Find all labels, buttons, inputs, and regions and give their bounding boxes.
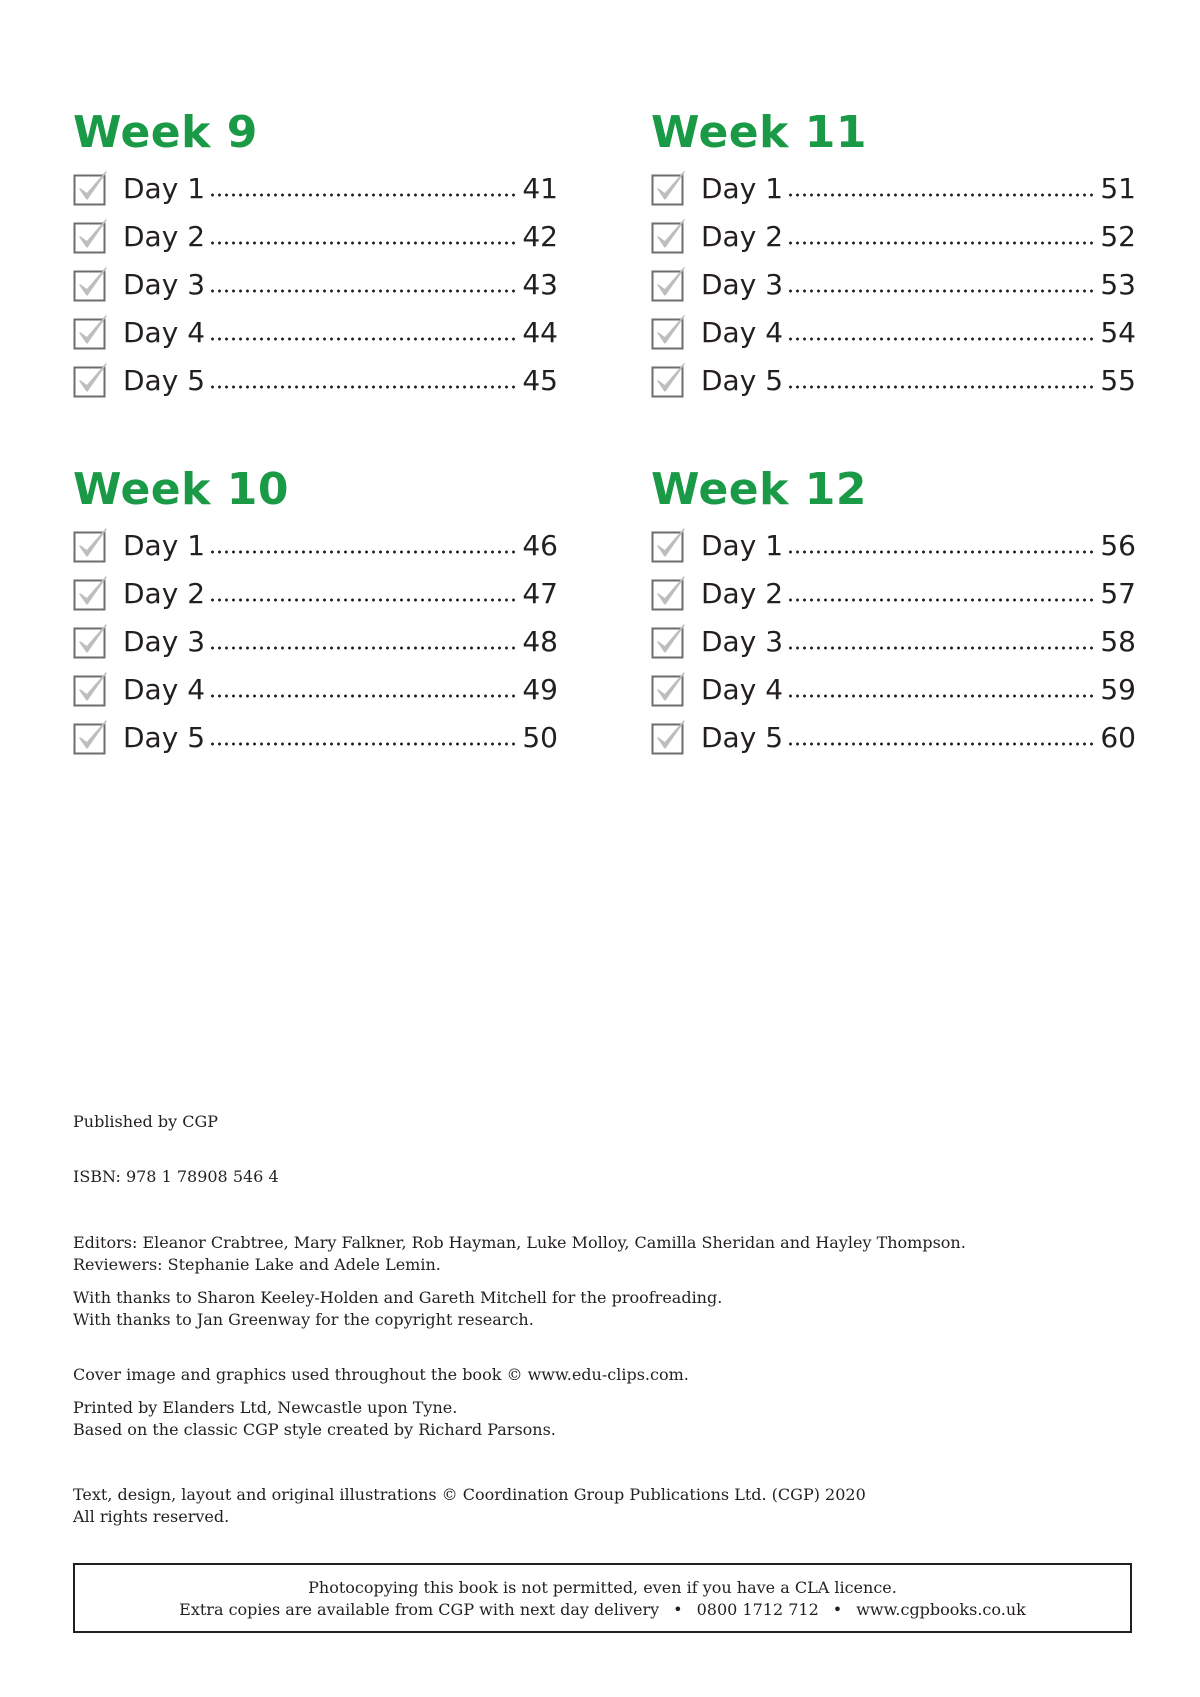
credits-published [73, 1111, 218, 1133]
page-number: 41 [522, 171, 558, 205]
dot-leader [787, 631, 1096, 651]
dot-leader [787, 322, 1096, 342]
page-number: 56 [1100, 528, 1136, 562]
day-label: Day 1 [701, 528, 784, 562]
reviewers: Reviewers: Stephanie Lake and Adele Lemin. [73, 1255, 441, 1274]
week-title: Week 9 [73, 107, 258, 158]
dot-leader [209, 727, 518, 747]
rights-reserved: All rights reserved. [73, 1507, 230, 1526]
day-label: Day 4 [123, 672, 206, 706]
day-row [651, 260, 1136, 308]
day-row [651, 308, 1136, 356]
dot-leader [787, 226, 1096, 246]
cover-credit: Cover image and graphics used throughout the book © www.edu-clips.com. [73, 1365, 689, 1384]
week-section [73, 108, 558, 404]
day-row [73, 521, 558, 569]
checked-box-icon[interactable] [651, 170, 687, 206]
checked-box-icon[interactable] [73, 527, 109, 563]
dot-leader [209, 631, 518, 651]
dot-leader [209, 535, 518, 555]
credits-cover [73, 1364, 689, 1386]
checked-box-icon[interactable] [73, 671, 109, 707]
dot-leader [209, 178, 518, 198]
day-row [651, 212, 1136, 260]
checked-box-icon[interactable] [651, 218, 687, 254]
page-number: 47 [522, 576, 558, 610]
page-number: 48 [522, 624, 558, 658]
page-number: 42 [522, 219, 558, 253]
page-number: 50 [522, 720, 558, 754]
thanks-proofreading: With thanks to Sharon Keeley-Holden and Gareth Mitchell for the proofreading. [73, 1288, 723, 1307]
day-row [651, 164, 1136, 212]
day-row [73, 356, 558, 404]
day-row [73, 260, 558, 308]
notice-line-2 [75, 1599, 1130, 1621]
day-row [73, 308, 558, 356]
dot-leader [209, 679, 518, 699]
bullet-separator: • [673, 1600, 683, 1619]
dot-leader [787, 274, 1096, 294]
day-row [651, 617, 1136, 665]
notice-line-1: Photocopying this book is not permitted, even if you have a CLA licence. [308, 1578, 897, 1597]
day-label: Day 1 [701, 171, 784, 205]
page-number: 45 [522, 363, 558, 397]
day-label: Day 3 [123, 267, 206, 301]
notice-delivery: Extra copies are available from CGP with next day delivery [179, 1600, 660, 1619]
dot-leader [209, 274, 518, 294]
day-row [651, 713, 1136, 761]
day-row [73, 164, 558, 212]
page-number: 53 [1100, 267, 1136, 301]
checked-box-icon[interactable] [73, 314, 109, 350]
checked-box-icon[interactable] [73, 623, 109, 659]
page-number: 59 [1100, 672, 1136, 706]
page-number: 54 [1100, 315, 1136, 349]
day-label: Day 5 [123, 720, 206, 754]
week-section [651, 465, 1136, 761]
checked-box-icon[interactable] [651, 266, 687, 302]
day-row [73, 713, 558, 761]
checked-box-icon[interactable] [73, 266, 109, 302]
day-label: Day 3 [123, 624, 206, 658]
notice-website: www.cgpbooks.co.uk [856, 1600, 1026, 1619]
page-number: 52 [1100, 219, 1136, 253]
credits-printed [73, 1397, 556, 1441]
checked-box-icon[interactable] [651, 719, 687, 755]
day-row [73, 665, 558, 713]
checked-box-icon[interactable] [651, 671, 687, 707]
editors: Editors: Eleanor Crabtree, Mary Falkner, Rob Hayman, Luke Molloy, Camilla Sheridan and Hayley Thompson. [73, 1233, 966, 1252]
checked-box-icon[interactable] [651, 362, 687, 398]
photocopy-notice-box [73, 1563, 1132, 1633]
week-section [651, 108, 1136, 404]
day-row [73, 212, 558, 260]
page-number: 55 [1100, 363, 1136, 397]
checked-box-icon[interactable] [73, 719, 109, 755]
dot-leader [787, 679, 1096, 699]
dot-leader [787, 727, 1096, 747]
day-label: Day 3 [701, 624, 784, 658]
checked-box-icon[interactable] [73, 362, 109, 398]
dot-leader [787, 178, 1096, 198]
week-section [73, 465, 558, 761]
dot-leader [787, 583, 1096, 603]
checked-box-icon[interactable] [651, 527, 687, 563]
day-row [651, 665, 1136, 713]
day-label: Day 2 [123, 576, 206, 610]
week-title: Week 10 [73, 464, 289, 515]
isbn: ISBN: 978 1 78908 546 4 [73, 1167, 279, 1186]
checked-box-icon[interactable] [651, 623, 687, 659]
day-label: Day 4 [701, 672, 784, 706]
day-label: Day 4 [701, 315, 784, 349]
thanks-copyright: With thanks to Jan Greenway for the copyright research. [73, 1310, 534, 1329]
checked-box-icon[interactable] [73, 575, 109, 611]
credits-editors [73, 1232, 966, 1276]
day-label: Day 1 [123, 528, 206, 562]
checked-box-icon[interactable] [73, 170, 109, 206]
week-title: Week 12 [651, 464, 867, 515]
dot-leader [787, 535, 1096, 555]
dot-leader [209, 370, 518, 390]
day-label: Day 2 [701, 219, 784, 253]
day-label: Day 2 [701, 576, 784, 610]
credits-copyright [73, 1484, 866, 1528]
day-row [73, 617, 558, 665]
notice-phone: 0800 1712 712 [696, 1600, 819, 1619]
day-label: Day 5 [701, 363, 784, 397]
day-label: Day 1 [123, 171, 206, 205]
day-row [651, 356, 1136, 404]
dot-leader [209, 583, 518, 603]
checked-box-icon[interactable] [651, 575, 687, 611]
page-number: 44 [522, 315, 558, 349]
dot-leader [209, 226, 518, 246]
dot-leader [209, 322, 518, 342]
day-row [73, 569, 558, 617]
credits-isbn [73, 1166, 279, 1188]
published-by: Published by CGP [73, 1112, 219, 1131]
page-number: 58 [1100, 624, 1136, 658]
checked-box-icon[interactable] [651, 314, 687, 350]
based-on: Based on the classic CGP style created by Richard Parsons. [73, 1420, 556, 1439]
copyright-line: Text, design, layout and original illustrations © Coordination Group Publications Ltd. (CGP) 2020 [73, 1485, 866, 1504]
page-number: 46 [522, 528, 558, 562]
day-label: Day 5 [701, 720, 784, 754]
page-number: 51 [1100, 171, 1136, 205]
page-number: 60 [1100, 720, 1136, 754]
day-row [651, 521, 1136, 569]
day-label: Day 5 [123, 363, 206, 397]
day-label: Day 2 [123, 219, 206, 253]
page-number: 49 [522, 672, 558, 706]
printed-by: Printed by Elanders Ltd, Newcastle upon Tyne. [73, 1398, 458, 1417]
checked-box-icon[interactable] [73, 218, 109, 254]
dot-leader [787, 370, 1096, 390]
day-row [651, 569, 1136, 617]
page-number: 57 [1100, 576, 1136, 610]
day-label: Day 3 [701, 267, 784, 301]
page-number: 43 [522, 267, 558, 301]
day-label: Day 4 [123, 315, 206, 349]
credits-thanks [73, 1287, 722, 1331]
bullet-separator: • [832, 1600, 843, 1619]
week-title: Week 11 [651, 107, 867, 158]
